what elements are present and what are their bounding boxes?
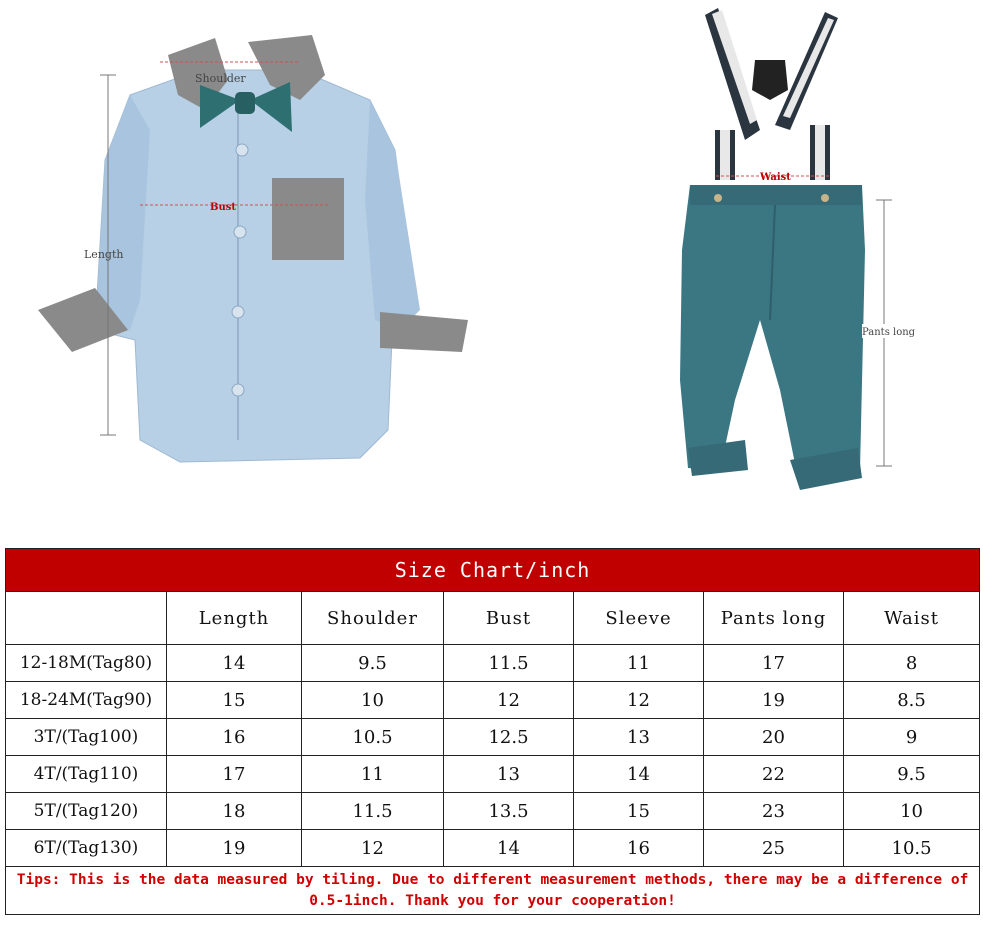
pants-long-label: Pants long: [862, 327, 916, 338]
value-cell: 15: [167, 682, 302, 719]
column-header-waist: Waist: [844, 592, 980, 645]
size-chart-title: Size Chart/inch: [6, 549, 980, 592]
value-cell: 25: [704, 830, 844, 867]
value-cell: 16: [574, 830, 704, 867]
value-cell: 11: [302, 756, 444, 793]
value-cell: 9.5: [844, 756, 980, 793]
table-row: [6, 645, 980, 682]
value-cell: 17: [704, 645, 844, 682]
suspender-clip: [752, 60, 788, 100]
value-cell: 18: [167, 793, 302, 830]
tips-text: Tips: This is the data measured by tiling. Due to different measurement methods, there may be a difference of 0.5-1inch. Thank you for your cooperation!: [6, 867, 980, 915]
value-cell: 20: [704, 719, 844, 756]
value-cell: 13: [574, 719, 704, 756]
shoulder-label: Shoulder: [195, 72, 246, 85]
column-header-bust: Bust: [444, 592, 574, 645]
size-cell: 18-24M(Tag90): [6, 682, 167, 719]
value-cell: 11: [574, 645, 704, 682]
value-cell: 12.5: [444, 719, 574, 756]
value-cell: 8.5: [844, 682, 980, 719]
size-cell: 12-18M(Tag80): [6, 645, 167, 682]
size-cell: 3T/(Tag100): [6, 719, 167, 756]
value-cell: 12: [302, 830, 444, 867]
value-cell: 11.5: [444, 645, 574, 682]
value-cell: 10.5: [844, 830, 980, 867]
size-chart-table: [5, 548, 980, 915]
table-row: [6, 719, 980, 756]
value-cell: 19: [167, 830, 302, 867]
value-cell: 14: [167, 645, 302, 682]
value-cell: 11.5: [302, 793, 444, 830]
length-label: Length: [84, 248, 124, 261]
value-cell: 8: [844, 645, 980, 682]
column-header-length: Length: [167, 592, 302, 645]
right-cuff: [380, 312, 468, 352]
size-cell: 5T/(Tag120): [6, 793, 167, 830]
value-cell: 16: [167, 719, 302, 756]
value-cell: 9: [844, 719, 980, 756]
value-cell: 10: [302, 682, 444, 719]
column-header-pants-long: Pants long: [704, 592, 844, 645]
value-cell: 10: [844, 793, 980, 830]
table-row: [6, 756, 980, 793]
value-cell: 15: [574, 793, 704, 830]
size-cell: 4T/(Tag110): [6, 756, 167, 793]
shirt-pocket: [272, 178, 344, 260]
value-cell: 14: [574, 756, 704, 793]
value-cell: 12: [444, 682, 574, 719]
size-cell: 6T/(Tag130): [6, 830, 167, 867]
table-row: [6, 793, 980, 830]
bust-label: Bust: [210, 202, 236, 213]
value-cell: 13: [444, 756, 574, 793]
value-cell: 10.5: [302, 719, 444, 756]
value-cell: 9.5: [302, 645, 444, 682]
table-row: [6, 830, 980, 867]
value-cell: 17: [167, 756, 302, 793]
pants: [680, 8, 865, 490]
value-cell: 12: [574, 682, 704, 719]
table-row: [6, 682, 980, 719]
header-row: [6, 592, 980, 645]
value-cell: 23: [704, 793, 844, 830]
value-cell: 22: [704, 756, 844, 793]
value-cell: 14: [444, 830, 574, 867]
column-header: [6, 592, 167, 645]
column-header-shoulder: Shoulder: [302, 592, 444, 645]
column-header-sleeve: Sleeve: [574, 592, 704, 645]
value-cell: 13.5: [444, 793, 574, 830]
value-cell: 19: [704, 682, 844, 719]
waist-label: Waist: [760, 172, 791, 183]
